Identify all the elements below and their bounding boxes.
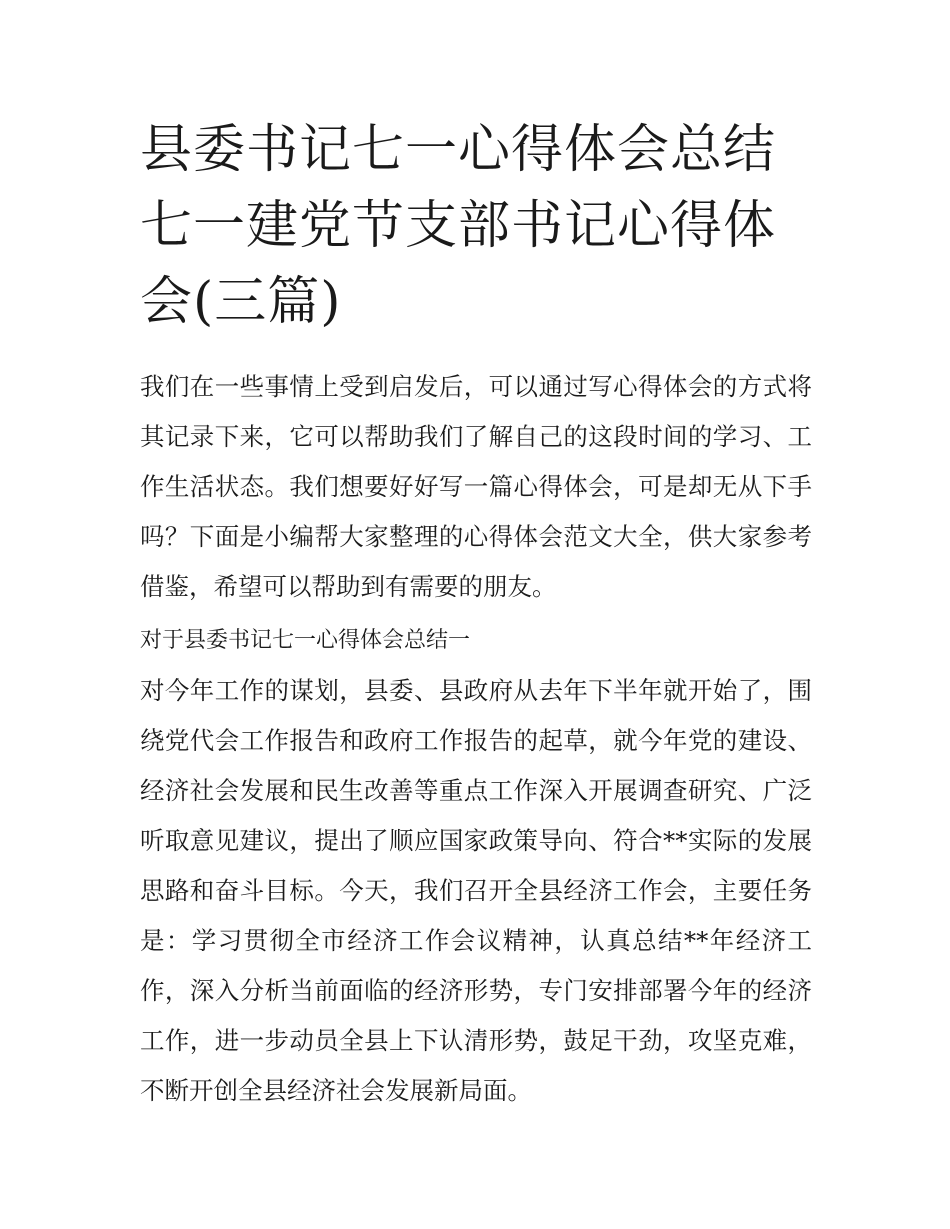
body-paragraph: 对今年工作的谋划，县委、县政府从去年下半年就开始了，围绕党代会工作报告和政府工作报告的起草，就今年党的建设、经济社会发展和民生改善等重点工作深入开展调查研究、广泛听取意见建议，提出了顺应国家政策导向、符合**实际的发展思路和奋斗目标。今天，我们召开全县经济工作会，主要任务是：学习贯彻全市经济工作会议精神，认真总结**年经济工作，深入分析当前面临的经济形势，专门安排部署今年的经济工作，进一步动员全县上下认清形势，鼓足干劲，攻坚克难，不断开创全县经济社会发展新局面。 [140, 676, 812, 1105]
document-title: 县委书记七一心得体会总结 七一建党节支部书记心得体会(三篇) [140, 120, 777, 332]
document-page [140, 112, 812, 1116]
intro-paragraph: 我们在一些事情上受到启发后，可以通过写心得体会的方式将其记录下来，它可以帮助我们了解自己的这段时间的学习、工作生活状态。我们想要好好写一篇心得体会，可是却无从下手吗？下面是小编帮大家整理的心得体会范文大全，供大家参考借鉴，希望可以帮助到有需要的朋友。 [140, 372, 812, 601]
section-heading: 对于县委书记七一心得体会总结一 [140, 628, 471, 653]
